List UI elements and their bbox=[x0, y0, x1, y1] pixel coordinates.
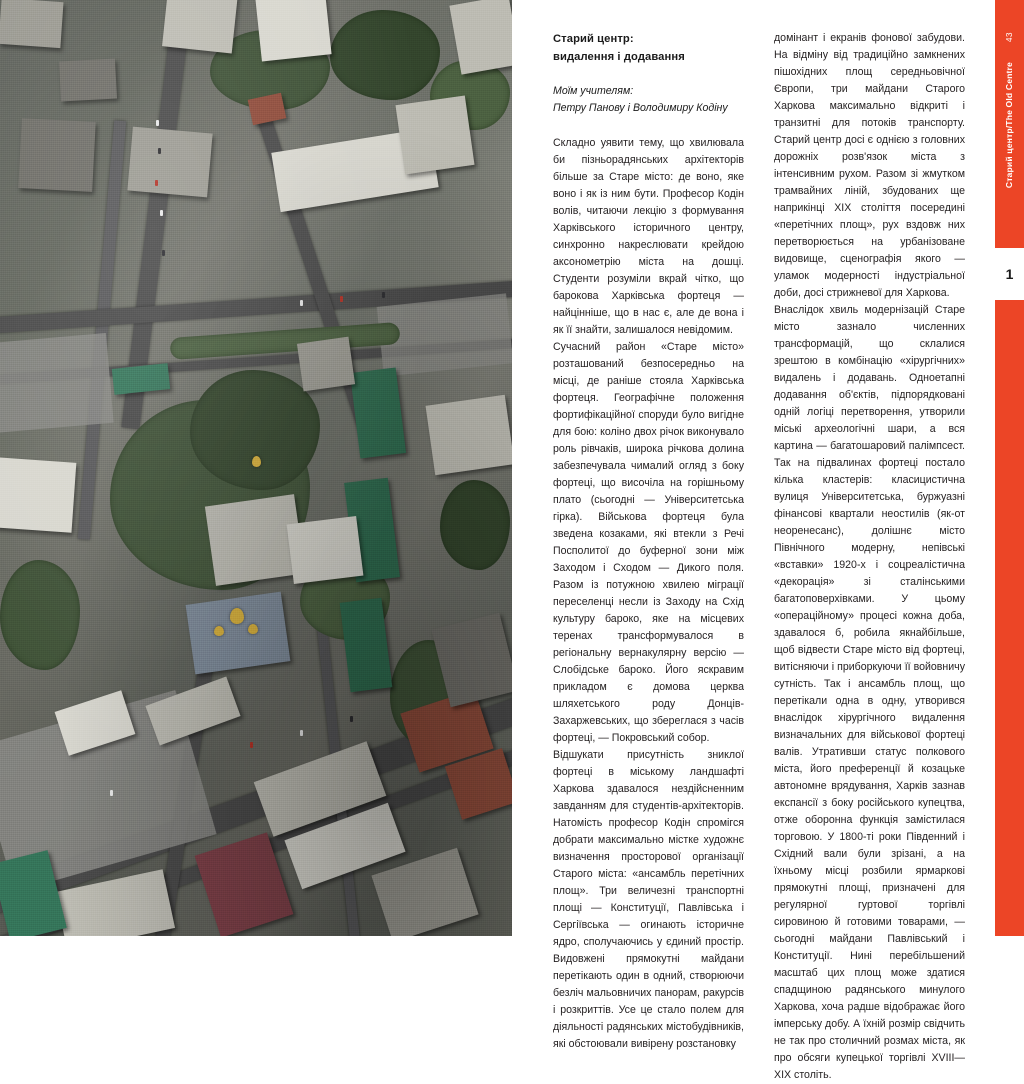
body-paragraph: домінант і екранів фонової забудови. На відміну від традиційно замкнених пішохідних площ середньовічної Європи, три майдани Старого Харкова максимально відкриті і транзитні для потоків транспорту. Старий центр досі є однією з головних дорожніх розв'язок міста з інтенсивним рухом. Разом зі жмутком трамвайних ліній, збудованих ще наприкінці XIX століття посередині «перетічних площ», рух вздовж них перетворюється на урбанізоване видовище, сценографія якого — уламок модерності індустріальної доби, досі стрижневої для Харкова. bbox=[774, 32, 965, 299]
dedication-line-2: Петру Панову і Володимиру Кодіну bbox=[553, 102, 728, 115]
article-title-line-1: Старий центр: bbox=[553, 33, 634, 45]
article-dedication bbox=[553, 83, 744, 117]
running-head bbox=[995, 62, 1024, 242]
body-paragraph: Сучасний район «Старе місто» розташований безпосередньо на місці, де раніше стояла Харківська фортеця. Географічне положення фортифікаційної споруди було вигідне для бою: коліно двох річок виконувало роль рівчаків, широка річкова долина забезпечувала чималий огляд з боку фортеці, що височіла на горішньому плато (сьогодні — Університетська гірка). Військова фортеця була зведена козаками, які втекли з Речі Посполитої до буферної зони між Заходом і Сходом — Дикого поля. Разом із потужною хвилею міграції переселенці несли із Заходу на Схід культуру бароко, яке на місцевих теренах трансформувалося в регіональну вернакулярну версію — Слобідське бароко. Його яскравим прикладом є домова церква шляхетського роду Донців-Захаржевських, що збереглася з часів фортеці, — Покровський собор. bbox=[553, 340, 744, 744]
thumb-tab-band-bottom bbox=[995, 300, 1024, 936]
text-column-2 bbox=[774, 30, 965, 1081]
text-column-1 bbox=[553, 30, 744, 1050]
photo-grain-layer bbox=[0, 0, 512, 936]
folio-page-number-text: 43 bbox=[1004, 31, 1015, 43]
body-paragraph: Відшукати присутність зниклої фортеці в міському ландшафті Харкова здавалося нездійсненним завданням для студентів-архітекторів. Натомість професор Кодін спромігся добрати максимально містке художнє визначення просторової організації Старого міста: «ансамбль перетічних площ». Три величезні транспортні площі — Конституції, Павлівська і Сергіївська — огинають історичне ядро, сполучаючись у єдиний простір. Видовжені прямокутні майдани перетікають один в одний, створюючи безліч мальовничих панорам, ракурсів і розкриттів. Усе це стало полем для діяльності радянських містобудівників, які обстоювали вивірену розстановку bbox=[553, 748, 744, 1050]
body-paragraph: Складно уявити тему, що хвилювала би пізньорадянських архітекторів більше за Старе місто: де воно, яке воно і як із ним бути. Професор Кодін волів, читаючи лекцію з формування Харківського історичного центру, синхронно накреслювати крейдою аксонометрію міста на дошці. Студенти розуміли вкрай чітко, що барокова Харківська фортеця — найцінніше, що в нас є, але де вона і як її знайти, залишалося невідомим. bbox=[553, 136, 744, 336]
aerial-photograph bbox=[0, 0, 512, 936]
article-title-line-2: видалення і додавання bbox=[553, 51, 685, 64]
chapter-thumb-tab bbox=[995, 0, 1024, 936]
body-paragraph: Внаслідок хвиль модернізацій Старе місто зазнало численних трансформацій, що склалися зрештою в комбінацію «хірургічних» видалень і додавань. Одноетапні додавання об'єктів, підпорядковані одній логіці перетворення, утворили міські археологічні шари, а вся картина — багатошаровий палімпсест. Так на підвалинах фортеці постало кілька кластерів: класицистична вулиця Університетська, буржуазні фінансові квартали неостилів (як-от неоренесанс), долішнє місто Північного модерну, непівські «вставки» 1920-х і соцреалістична «декорація» зі сталінськими багатоповерхівками. У цьому «операційному» процесі кожна доба, здавалося б, робила якнайбільше, щоб відвести Старе місто від фортеці, витісняючи і приборкуючи її войовничу сутність. Так і ансамбль площ, що перетікали одна в одну, утворився внаслідок хірургічного видалення визначальних для військової фортеці валів. Утративши статус полкового міста, його преференції й козацьке автономне врядування, Харків зазнав експансії з боку російського купецтва, отже оборонна функція замістилася торговою. У 1800-ті роки Південний і Східний вали були зрізані, а на їхньому місці розбили ярмаркові прямокутні площі, призначені для регулярної гуртової торгівлі сировиною й готовими товарами, — сьогодні майдани Павлівський і Конституції. Нині перебільшений масштаб цих площ може здатися спадщиною радянського минулого Харкова, хоча радше відображає його імперську добу. А їхній розмір свідчить не так про столичний розмах міста, як про обсяги купецької торгівлі XVIII—XIX століть. bbox=[774, 304, 965, 1081]
text-columns bbox=[553, 30, 965, 1081]
running-head-text: Старий центр/The Old Centre bbox=[1004, 62, 1015, 189]
chapter-number-text: 1 bbox=[1005, 266, 1014, 282]
dedication-line-1: Моїм учителям: bbox=[553, 85, 634, 98]
folio-page-number bbox=[995, 22, 1024, 52]
article-title bbox=[553, 30, 744, 66]
chapter-number-marker bbox=[995, 248, 1024, 300]
article-text-area bbox=[512, 0, 995, 1081]
